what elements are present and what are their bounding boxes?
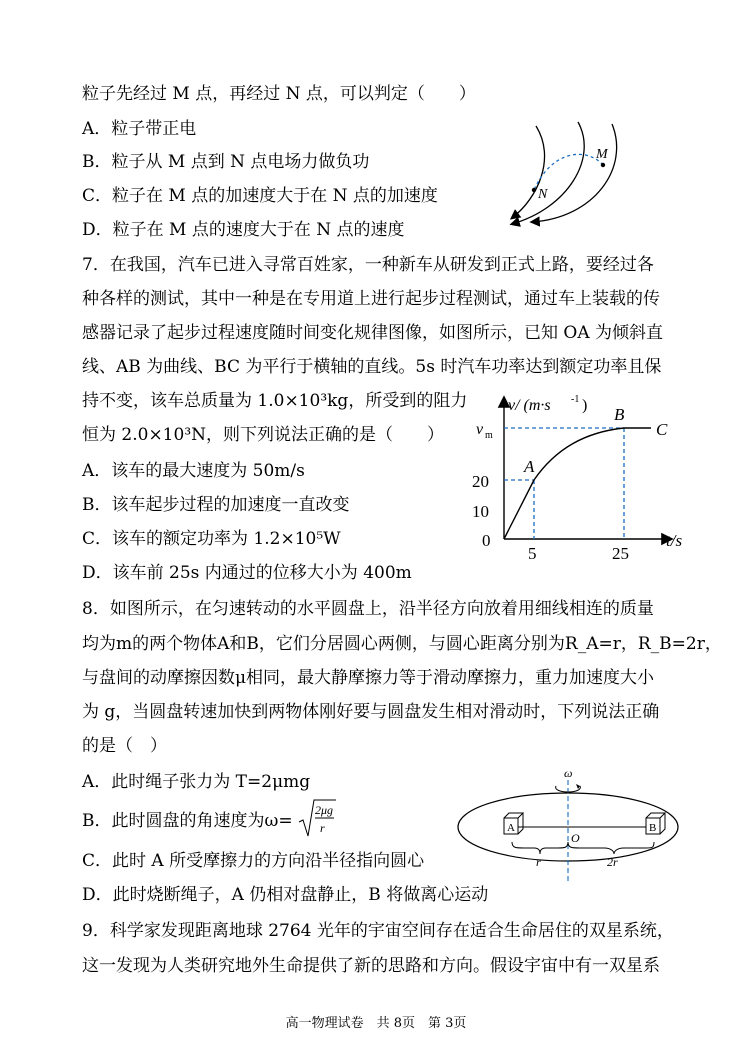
q8-option-a: A．此时绳子张力为 T=2μmg (82, 772, 311, 792)
q7-option-b: B．该车起步过程的加速度一直改变 (82, 495, 350, 515)
q7-line-1: 7．在我国，汽车已进入寻常百姓家，一种新车从研发到正式上路，要经过各 (82, 255, 654, 275)
q7-tick-25: 25 (612, 544, 629, 563)
q7-vt-chart (466, 388, 696, 563)
q7-option-a: A．该车的最大速度为 50m/s (82, 461, 305, 481)
q8-sqrt-expression (298, 798, 338, 840)
q6-option-b: B．粒子从 M 点到 N 点电场力做负功 (82, 152, 370, 172)
q8-radius-2r: 2r (607, 855, 618, 869)
q7-line-2: 种各样的测试，其中一种是在专用道上进行起步过程测试，通过车上装载的传 (82, 289, 660, 309)
q7-tick-20: 20 (472, 472, 489, 491)
q8-line-3: 与盘间的动摩擦因数μ相同，最大静摩擦力等于滑动摩擦力，重力加速度大小 (82, 668, 655, 688)
q9-line-1: 9．科学家发现距离地球 2764 光年的宇宙空间存在适合生命居住的双星系统， (82, 921, 674, 941)
q8-line-4: 为 g，当圆盘转速加快到两物体刚好要与圆盘发生相对滑动时，下列说法正确 (82, 702, 660, 722)
q7-curve-ab (534, 428, 624, 480)
q8-line-5: 的是（ ） (82, 736, 167, 756)
q7-option-c: C．该车的额定功率为 1.2×10⁵W (82, 529, 341, 549)
q6-option-c: C．粒子在 M 点的加速度大于在 N 点的加速度 (82, 186, 438, 206)
q7-line-4: 线、AB 为曲线、BC 为平行于横轴的直线。5s 时汽车功率达到额定功率且保 (82, 357, 662, 377)
q7-option-d: D．该车前 25s 内通过的位移大小为 400m (82, 563, 412, 583)
q8-line-2: 均为m的两个物体A和B，它们分居圆心两侧，与圆心距离分别为R_A=r，R_B=2r， (82, 634, 722, 654)
q7-line-3: 感器记录了起步过程速度随时间变化规律图像，如图所示，已知 OA 为倾斜直 (82, 323, 664, 343)
q9-line-2: 这一发现为人类研究地外生命提供了新的思路和方向。假设宇宙中有一双星系 (82, 956, 660, 976)
q8-center-o: O (571, 831, 580, 845)
q8-option-c: C．此时 A 所受摩擦力的方向沿半径指向圆心 (82, 851, 425, 871)
q7-ylabel-sup: -1 (571, 394, 580, 405)
q8-omega: ω (564, 766, 573, 780)
q7-label-c: C (656, 420, 668, 439)
page-footer: 高一物理试卷 共 8页 第 3页 (285, 1016, 467, 1031)
q7-line-5: 持不变，该车总质量为 1.0×10³kg，所受到的阻力 (82, 391, 468, 411)
q7-label-b: B (614, 405, 625, 424)
q7-xlabel: t/s (666, 531, 683, 550)
q7-tick-vm: v (476, 421, 484, 438)
q8-radius-r: r (536, 855, 541, 869)
q6-label-m: M (596, 147, 608, 162)
q8-option-b (82, 810, 293, 832)
q7-line-6: 恒为 2.0×10³N，则下列说法正确的是（ ） (82, 425, 445, 445)
q7-label-a: A (524, 457, 535, 476)
q7-tick-5: 5 (528, 544, 537, 563)
q8-block-b: B (649, 822, 657, 834)
q8-block-a: A (507, 822, 515, 834)
q7-tick-0: 0 (482, 531, 491, 550)
q7-segment-oa (504, 480, 534, 539)
q6-option-d: D．粒子在 M 点的速度大于在 N 点的速度 (82, 220, 405, 240)
q8-option-b-text: B．此时圆盘的角速度为ω= (82, 811, 293, 831)
q8-option-d: D．此时烧断绳子，A 仍相对盘静止，B 将做离心运动 (82, 885, 489, 905)
q6-field-line-figure (498, 118, 638, 230)
q6-stem-end: 粒子先经过 M 点，再经过 N 点，可以判定（ ） (82, 84, 476, 104)
q7-ylabel: v/ (m·s (508, 397, 551, 414)
q6-label-n: N (538, 187, 548, 202)
q8-sqrt-den: r (320, 821, 325, 835)
q6-option-a: A．粒子带正电 (82, 119, 197, 139)
q8-disc-figure (456, 764, 690, 884)
q7-tick-vm-sub: m (485, 430, 493, 441)
q7-tick-10: 10 (472, 502, 489, 521)
q7-ylabel-close: ) (582, 397, 588, 414)
q8-sqrt-num: 2μg (315, 803, 334, 817)
q8-line-1: 8．如图所示，在匀速转动的水平圆盘上，沿半径方向放着用细线相连的质量 (82, 599, 654, 619)
